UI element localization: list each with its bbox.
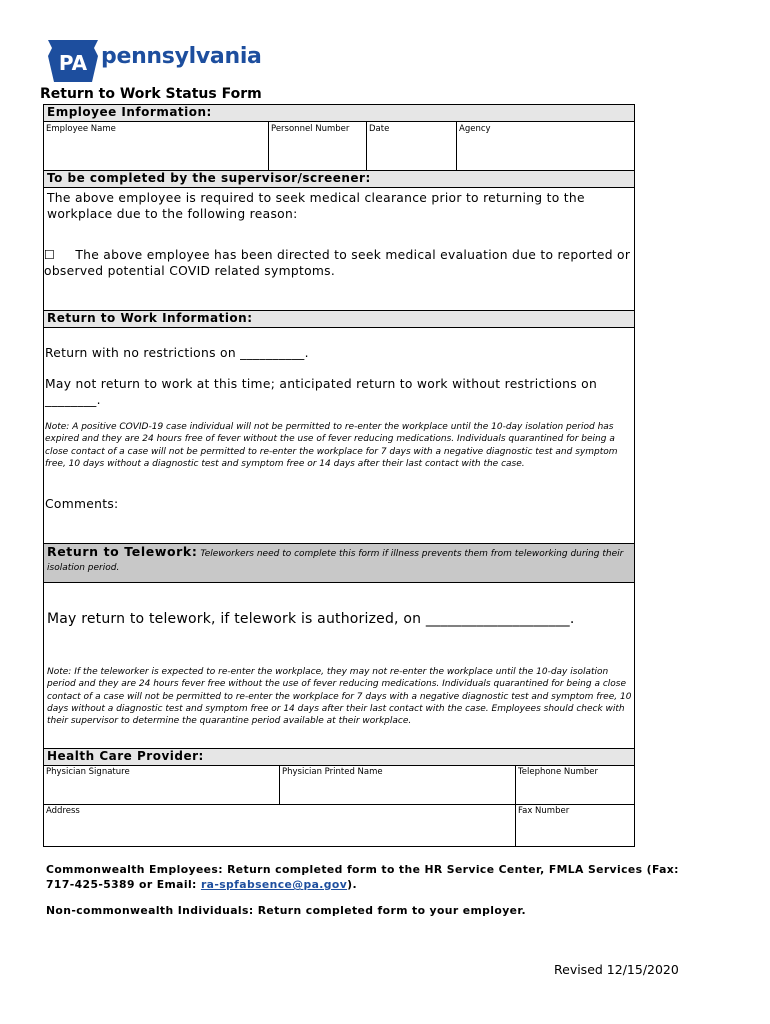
physician-printed-name-label: Physician Printed Name — [282, 767, 383, 777]
employee-name-field[interactable] — [43, 121, 269, 171]
commonwealth-closing: ). — [347, 878, 357, 891]
keystone-icon — [46, 38, 104, 84]
email-link[interactable]: ra-spfabsence@pa.gov — [200, 878, 348, 891]
logo-wordmark: pennsylvania — [101, 44, 262, 69]
fax-number-label: Fax Number — [518, 806, 570, 816]
agency-field[interactable] — [456, 121, 635, 171]
telephone-number-field[interactable] — [515, 765, 635, 805]
date-field[interactable] — [366, 121, 457, 171]
fax-number-field[interactable] — [515, 804, 635, 847]
form-title: Return to Work Status Form — [40, 86, 262, 102]
supervisor-option — [44, 247, 632, 279]
telework-section — [43, 582, 635, 749]
address-label: Address — [46, 806, 80, 816]
employee-section-heading: Employee Information: — [43, 104, 635, 122]
provider-section-heading: Health Care Provider: — [43, 748, 635, 766]
rtw-comments-label: Comments: — [45, 497, 119, 511]
rtw-note: Note: A positive COVID-19 case individual will not be permitted to re-enter the workplace until the 10-day isolation period has expired and they are 24 hours free of fever without the use of fever reducing medications. Individuals quarantined for being a close contact of a case will not be permitted to re-enter the workplace for 7 days with a negative diagnostic test and symptom free, 10 days without a diagnostic test and symptom free or 14 days after their last contact with the case. — [45, 422, 618, 469]
supervisor-section-heading: To be completed by the supervisor/screener: — [43, 170, 635, 188]
evaluation-option-label: The above employee has been directed to seek medical evaluation due to reported or observed potential COVID related symptoms. — [44, 248, 631, 278]
non-commonwealth-instructions: Non-commonwealth Individuals: Return completed form to your employer. — [46, 904, 527, 917]
telework-note: Note: If the teleworker is expected to re-enter the workplace, they may not re-enter the workplace until the 10-day isolation period and they are 24 hours fever free without the use of fever reducing medications. Individuals quarantined for being a close contact of a case will not be permitted to re-enter the workplace for 7 days with a negative diagnostic test and symptom free, 10 days without a diagnostic test and symptom free or 14 days after their last contact with the case. Employees should check with their supervisor to determine the quarantine period available at their workplace. — [47, 667, 632, 727]
evaluation-checkbox[interactable]: ☐ — [44, 248, 56, 262]
agency-label: Agency — [459, 124, 491, 134]
physician-signature-label: Physician Signature — [46, 767, 130, 777]
telework-heading: Return to Telework: — [47, 544, 198, 559]
personnel-number-field[interactable] — [268, 121, 367, 171]
supervisor-section — [43, 187, 635, 311]
physician-signature-field[interactable] — [43, 765, 280, 805]
logo-badge: PA — [58, 51, 88, 75]
rtw-may-not-return: May not return to work at this time; anticipated return to work without restrictions on ________. — [45, 377, 598, 407]
telework-section-heading — [43, 543, 635, 583]
telephone-number-label: Telephone Number — [518, 767, 599, 777]
date-label: Date — [369, 124, 390, 134]
employee-name-label: Employee Name — [46, 124, 116, 134]
rtw-section — [43, 327, 635, 544]
telework-return-line: May return to telework, if telework is authorized, on ____________________. — [47, 611, 575, 627]
rtw-section-heading: Return to Work Information: — [43, 310, 635, 328]
commonwealth-text: Commonwealth Employees: Return completed form to the HR Service Center, FMLA Services (Fax: 717-425-5389 or Email: — [46, 863, 679, 891]
revised-date: Revised 12/15/2020 — [554, 962, 679, 977]
personnel-number-label: Personnel Number — [271, 124, 350, 134]
telework-subtext: Teleworkers need to complete this form if illness prevents them from teleworking during their isolation period. — [47, 549, 624, 573]
commonwealth-instructions — [46, 862, 686, 892]
physician-printed-name-field[interactable] — [279, 765, 516, 805]
address-field[interactable] — [43, 804, 516, 847]
rtw-no-restrictions: Return with no restrictions on __________. — [45, 346, 309, 360]
supervisor-intro: The above employee is required to seek medical clearance prior to returning to the workplace due to the following reason: — [47, 191, 585, 221]
